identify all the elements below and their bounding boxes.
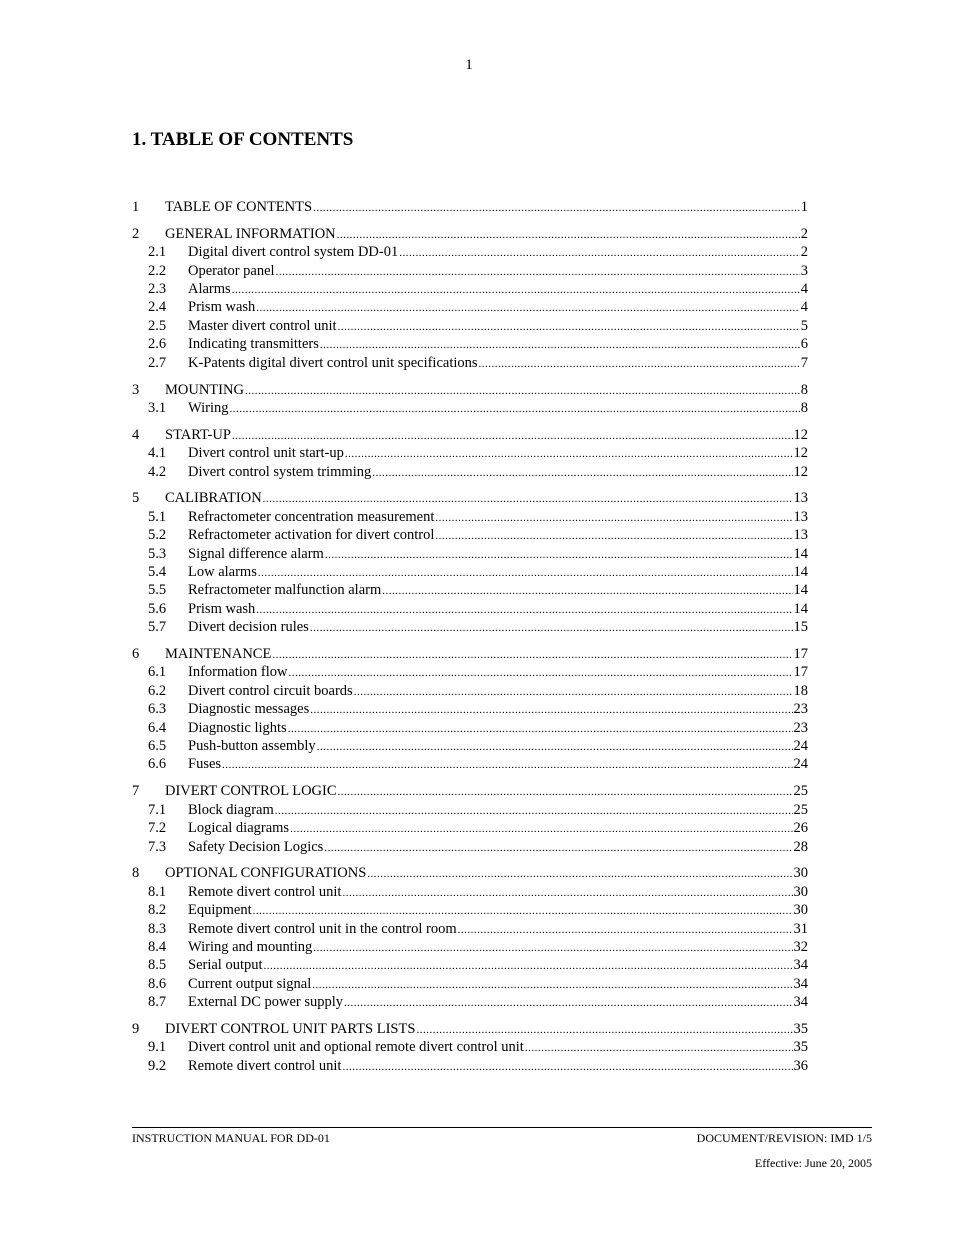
toc-subsection-entry <box>132 545 808 563</box>
toc-entry-number: 9.2 <box>148 1057 167 1074</box>
toc-entry-title: Serial output <box>188 957 263 974</box>
toc-leader-dots <box>479 355 800 373</box>
toc-entry-title: Prism wash <box>188 299 256 316</box>
toc-subsection-entry <box>132 444 808 462</box>
toc-leader-dots <box>337 226 800 244</box>
toc-entry-title: Remote divert control unit in the control room <box>188 920 457 937</box>
toc-entry-page: 13 <box>793 527 808 544</box>
toc-leader-dots <box>399 244 800 262</box>
toc-subsection-entry <box>132 819 808 837</box>
toc-entry-title: Remote divert control unit <box>188 883 342 900</box>
toc-leader-dots <box>525 1039 793 1057</box>
toc-subsection-entry <box>132 700 808 718</box>
toc-entry-title: Diagnostic lights <box>188 719 287 736</box>
toc-leader-dots <box>258 564 793 582</box>
toc-entry-number: 2.7 <box>148 354 167 371</box>
toc-entry-page: 35 <box>793 1021 808 1038</box>
toc-entry-page: 24 <box>793 738 808 755</box>
toc-entry-page: 6 <box>800 336 808 353</box>
toc-leader-dots <box>342 1058 792 1076</box>
toc-leader-dots <box>310 619 793 637</box>
toc-subsection-entry <box>132 280 808 298</box>
toc-subsection-entry <box>132 262 808 280</box>
toc-entry-page: 24 <box>793 756 808 773</box>
toc-entry-title: Refractometer activation for divert control <box>188 527 435 544</box>
toc-entry-page: 30 <box>793 865 808 882</box>
toc-entry-number: 2.1 <box>148 244 167 261</box>
toc-entry-page: 25 <box>793 801 808 818</box>
toc-entry-number: 8.2 <box>148 902 167 919</box>
toc-entry-page: 8 <box>800 399 808 416</box>
toc-entry-page: 31 <box>793 920 808 937</box>
toc-entry-title: Low alarms <box>188 564 257 581</box>
toc-leader-dots <box>232 281 800 299</box>
toc-entry-page: 3 <box>800 262 808 279</box>
toc-entry-number: 8.4 <box>148 938 167 955</box>
toc-subsection-entry <box>132 317 808 335</box>
toc-subsection-entry <box>132 600 808 618</box>
toc-leader-dots <box>435 509 792 527</box>
toc-entry-title: Digital divert control system DD-01 <box>188 244 399 261</box>
toc-entry-number: 5.5 <box>148 582 167 599</box>
toc-entry-page: 13 <box>793 490 808 507</box>
toc-entry-title: Wiring and mounting <box>188 938 313 955</box>
page-number: 1 <box>465 57 473 73</box>
toc-entry-page: 4 <box>800 299 808 316</box>
toc-leader-dots <box>325 546 793 564</box>
toc-entry-page: 1 <box>800 199 808 215</box>
toc-entry-page: 25 <box>793 783 808 800</box>
toc-entry-title: Alarms <box>188 281 231 298</box>
toc-entry-number: 1 <box>132 199 140 215</box>
toc-entry-title: External DC power supply <box>188 994 344 1011</box>
toc-entry-number: 8 <box>132 865 140 882</box>
toc-entry-page: 23 <box>793 701 808 718</box>
toc-section-entry <box>132 381 808 399</box>
toc-leader-dots <box>317 738 793 756</box>
toc-entry-number: 3.1 <box>148 399 167 416</box>
toc-leader-dots <box>222 756 792 774</box>
footer-document-revision: DOCUMENT/REVISION: IMD 1/5 <box>696 1131 872 1145</box>
toc-entry-number: 8.3 <box>148 920 167 937</box>
toc-entry-number: 8.5 <box>148 957 167 974</box>
toc-entry-number: 2 <box>132 225 140 242</box>
toc-entry-number: 2.3 <box>148 281 167 298</box>
toc-leader-dots <box>245 382 800 400</box>
toc-entry-title: Master divert control unit <box>188 317 337 334</box>
toc-subsection-entry <box>132 719 808 737</box>
toc-subsection-entry <box>132 399 808 417</box>
toc-section-entry <box>132 782 808 800</box>
toc-entry-title: MOUNTING <box>165 381 244 398</box>
toc-subsection-entry <box>132 618 808 636</box>
toc-entry-title: DIVERT CONTROL UNIT PARTS LISTS <box>165 1021 416 1038</box>
toc-leader-dots <box>458 921 793 939</box>
toc-entry-page: 13 <box>793 508 808 525</box>
toc-subsection-entry <box>132 956 808 974</box>
toc-entry-title: Push-button assembly <box>188 738 316 755</box>
toc-entry-page: 8 <box>800 381 808 398</box>
toc-leader-dots <box>256 601 792 619</box>
toc-entry-number: 4.2 <box>148 463 167 480</box>
toc-entry-page: 14 <box>793 564 808 581</box>
toc-subsection-entry <box>132 526 808 544</box>
toc-subsection-entry <box>132 737 808 755</box>
toc-leader-dots <box>344 994 792 1012</box>
toc-entry-page: 14 <box>793 545 808 562</box>
toc-entry-page: 36 <box>793 1057 808 1074</box>
toc-entry-title: Fuses <box>188 756 222 773</box>
toc-entry-title: Information flow <box>188 664 288 681</box>
toc-entry-title: Refractometer malfunction alarm <box>188 582 382 599</box>
toc-entry-title: Refractometer concentration measurement <box>188 508 435 525</box>
toc-subsection-entry <box>132 920 808 938</box>
toc-entry-title: Wiring <box>188 399 229 416</box>
toc-entry-number: 7.1 <box>148 801 167 818</box>
toc-subsection-entry <box>132 581 808 599</box>
toc-section <box>132 198 808 216</box>
toc-entry-number: 6.3 <box>148 701 167 718</box>
toc-entry-number: 4.1 <box>148 445 167 462</box>
toc-entry-title: Operator panel <box>188 262 275 279</box>
toc-entry-page: 30 <box>793 902 808 919</box>
toc-section <box>132 489 808 636</box>
toc-entry-number: 9.1 <box>148 1039 167 1056</box>
toc-leader-dots <box>435 527 792 545</box>
toc-leader-dots <box>263 490 793 508</box>
toc-leader-dots <box>338 318 800 336</box>
toc-entry-number: 6.5 <box>148 738 167 755</box>
toc-leader-dots <box>382 582 792 600</box>
toc-subsection-entry <box>132 508 808 526</box>
toc-section-entry <box>132 645 808 663</box>
toc-entry-number: 5.7 <box>148 619 167 636</box>
toc-entry-number: 5 <box>132 490 140 507</box>
toc-entry-page: 14 <box>793 600 808 617</box>
toc-entry-title: Safety Decision Logics <box>188 838 324 855</box>
toc-entry-page: 12 <box>793 463 808 480</box>
toc-leader-dots <box>324 839 792 857</box>
toc-section <box>132 225 808 372</box>
toc-entry-number: 5.2 <box>148 527 167 544</box>
toc-subsection-entry <box>132 975 808 993</box>
footer-divider <box>132 1127 872 1128</box>
toc-entry-number: 2.2 <box>148 262 167 279</box>
toc-leader-dots <box>372 464 792 482</box>
toc-entry-title: Divert control system trimming <box>188 463 372 480</box>
toc-subsection-entry <box>132 1038 808 1056</box>
toc-section-entry <box>132 426 808 444</box>
toc-entry-title: Signal difference alarm <box>188 545 324 562</box>
toc-section <box>132 1020 808 1075</box>
toc-section-entry <box>132 489 808 507</box>
toc-leader-dots <box>320 336 800 354</box>
toc-entry-page: 34 <box>793 975 808 992</box>
toc-entry-number: 8.6 <box>148 975 167 992</box>
toc-leader-dots <box>288 720 793 738</box>
toc-entry-page: 26 <box>793 820 808 837</box>
toc-leader-dots <box>272 646 792 664</box>
toc-leader-dots <box>342 884 792 902</box>
toc-entry-page: 2 <box>800 225 808 242</box>
toc-subsection-entry <box>132 801 808 819</box>
toc-leader-dots <box>253 902 793 920</box>
toc-entry-page: 2 <box>800 244 808 261</box>
toc-subsection-entry <box>132 463 808 481</box>
toc-entry-page: 18 <box>793 682 808 699</box>
toc-entry-page: 12 <box>793 445 808 462</box>
toc-entry-number: 3 <box>132 381 140 398</box>
toc-section-entry <box>132 1020 808 1038</box>
toc-subsection-entry <box>132 1057 808 1075</box>
toc-leader-dots <box>338 783 793 801</box>
toc-entry-number: 6 <box>132 646 140 663</box>
toc-entry-title: GENERAL INFORMATION <box>165 225 336 242</box>
toc-entry-page: 17 <box>793 664 808 681</box>
toc-entry-number: 7.2 <box>148 820 167 837</box>
toc-entry-page: 15 <box>793 619 808 636</box>
toc-entry-title: Remote divert control unit <box>188 1057 342 1074</box>
toc-subsection-entry <box>132 563 808 581</box>
toc-entry-title: TABLE OF CONTENTS <box>165 199 313 215</box>
toc-entry-title: K-Patents digital divert control unit specifications <box>188 354 478 371</box>
toc-entry-number: 8.1 <box>148 883 167 900</box>
toc-entry-page: 5 <box>800 317 808 334</box>
toc-subsection-entry <box>132 335 808 353</box>
toc-subsection-entry <box>132 682 808 700</box>
toc-leader-dots <box>367 865 792 883</box>
toc-leader-dots <box>290 820 792 838</box>
toc-entry-number: 5.6 <box>148 600 167 617</box>
toc-entry-title: CALIBRATION <box>165 490 262 507</box>
toc-entry-number: 8.7 <box>148 994 167 1011</box>
toc-entry-number: 7 <box>132 783 140 800</box>
toc-entry-title: Block diagram <box>188 801 274 818</box>
toc-entry-page: 30 <box>793 883 808 900</box>
toc-entry-number: 6.2 <box>148 682 167 699</box>
toc-leader-dots <box>310 701 792 719</box>
toc-entry-number: 5.4 <box>148 564 167 581</box>
toc-leader-dots <box>232 427 793 445</box>
toc-leader-dots <box>230 400 800 418</box>
toc-entry-title: Divert decision rules <box>188 619 309 636</box>
toc-leader-dots <box>313 199 800 217</box>
toc-entry-page: 14 <box>793 582 808 599</box>
table-of-contents <box>132 198 808 1084</box>
toc-section <box>132 782 808 856</box>
toc-entry-number: 6.4 <box>148 719 167 736</box>
toc-entry-page: 23 <box>793 719 808 736</box>
toc-entry-page: 34 <box>793 994 808 1011</box>
toc-subsection-entry <box>132 755 808 773</box>
toc-subsection-entry <box>132 838 808 856</box>
toc-entry-page: 34 <box>793 957 808 974</box>
toc-entry-number: 9 <box>132 1021 140 1038</box>
toc-subsection-entry <box>132 243 808 261</box>
toc-subsection-entry <box>132 663 808 681</box>
toc-section <box>132 645 808 774</box>
toc-leader-dots <box>288 664 792 682</box>
toc-entry-number: 2.5 <box>148 317 167 334</box>
toc-subsection-entry <box>132 298 808 316</box>
toc-entry-page: 17 <box>793 646 808 663</box>
toc-heading: 1. TABLE OF CONTENTS <box>132 129 354 150</box>
toc-entry-number: 6.1 <box>148 664 167 681</box>
toc-leader-dots <box>313 939 792 957</box>
toc-subsection-entry <box>132 993 808 1011</box>
toc-entry-title: DIVERT CONTROL LOGIC <box>165 783 337 800</box>
footer-manual-title: INSTRUCTION MANUAL FOR DD-01 <box>132 1131 330 1145</box>
toc-entry-title: Divert control unit and optional remote divert control unit <box>188 1039 524 1056</box>
toc-leader-dots <box>345 445 793 463</box>
toc-subsection-entry <box>132 901 808 919</box>
toc-subsection-entry <box>132 883 808 901</box>
toc-leader-dots <box>275 802 793 820</box>
toc-entry-page: 32 <box>793 938 808 955</box>
toc-entry-page: 12 <box>793 426 808 443</box>
toc-leader-dots <box>354 683 793 701</box>
toc-entry-title: Current output signal <box>188 975 312 992</box>
toc-leader-dots <box>276 263 800 281</box>
toc-leader-dots <box>264 957 793 975</box>
toc-subsection-entry <box>132 354 808 372</box>
toc-entry-title: MAINTENANCE <box>165 646 272 663</box>
toc-leader-dots <box>416 1021 792 1039</box>
toc-subsection-entry <box>132 938 808 956</box>
toc-entry-page: 35 <box>793 1039 808 1056</box>
toc-entry-number: 6.6 <box>148 756 167 773</box>
toc-entry-title: Divert control unit start-up <box>188 445 344 462</box>
toc-entry-number: 2.6 <box>148 336 167 353</box>
toc-entry-title: Logical diagrams <box>188 820 290 837</box>
toc-entry-title: OPTIONAL CONFIGURATIONS <box>165 865 367 882</box>
toc-leader-dots <box>312 976 792 994</box>
toc-entry-title: Indicating transmitters <box>188 336 319 353</box>
toc-entry-number: 5.1 <box>148 508 167 525</box>
toc-section <box>132 426 808 481</box>
toc-section-entry <box>132 864 808 882</box>
toc-entry-number: 4 <box>132 426 140 443</box>
toc-entry-title: Diagnostic messages <box>188 701 310 718</box>
toc-entry-page: 28 <box>793 838 808 855</box>
toc-section-entry <box>132 225 808 243</box>
toc-entry-title: Prism wash <box>188 600 256 617</box>
toc-entry-number: 2.4 <box>148 299 167 316</box>
footer-effective-date: Effective: June 20, 2005 <box>754 1156 872 1170</box>
toc-section <box>132 381 808 418</box>
toc-entry-title: Divert control circuit boards <box>188 682 353 699</box>
toc-section-entry <box>132 198 808 216</box>
toc-entry-title: Equipment <box>188 902 252 919</box>
toc-leader-dots <box>256 299 799 317</box>
toc-entry-page: 4 <box>800 281 808 298</box>
toc-entry-page: 7 <box>800 354 808 371</box>
toc-entry-number: 5.3 <box>148 545 167 562</box>
toc-entry-title: START-UP <box>165 426 231 443</box>
toc-entry-number: 7.3 <box>148 838 167 855</box>
toc-section <box>132 864 808 1011</box>
